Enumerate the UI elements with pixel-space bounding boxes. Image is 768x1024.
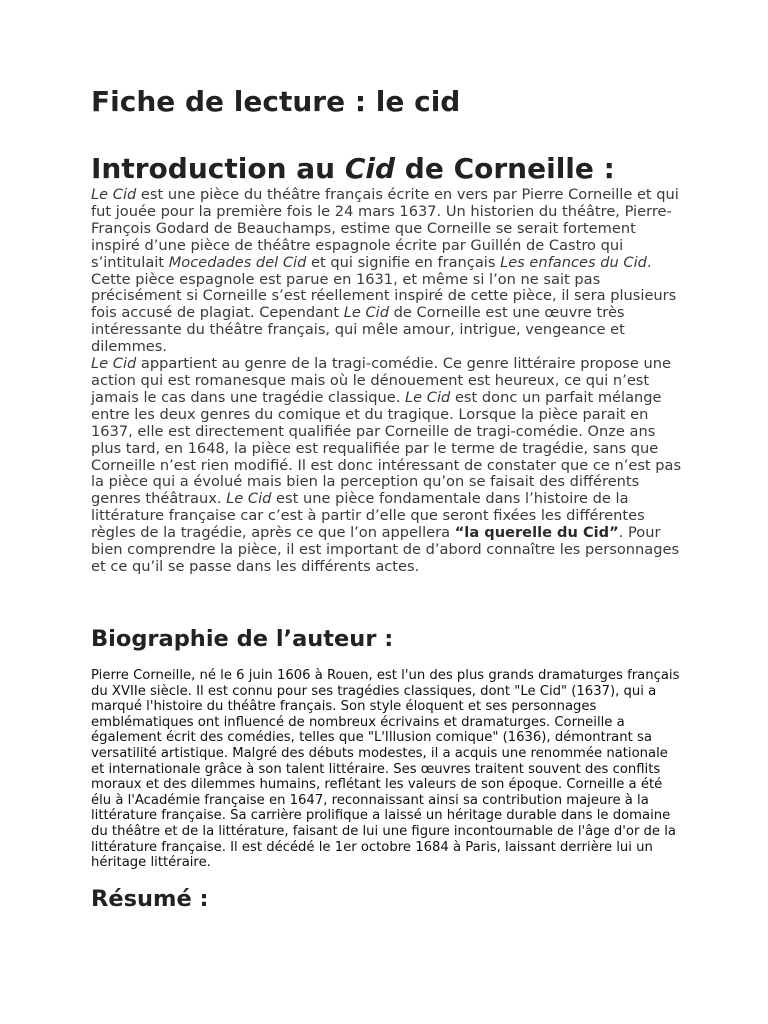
italic-title-text: Le Cid	[91, 355, 137, 373]
intro-heading-prefix: Introduction au	[91, 152, 345, 185]
document-title: Fiche de lecture : le cid	[91, 85, 461, 118]
italic-title-text: Le Cid	[91, 186, 137, 203]
biography-heading: Biographie de l’auteur :	[91, 626, 394, 652]
intro-heading-emphasis: Cid	[344, 152, 396, 185]
intro-paragraph-1: Le Cid est une pièce du théâtre français écrite en vers par Pierre Corneille et qui fut jouée pour la première fois le 24 mars 1637. Un historien du théâtre, Pierre-François Godard de Beauchamps, estime que Corneille se serait fortement inspiré d’une pièce de théâtre espagnole écrite par Guillén de Castro qui s’intitulait Mocedades del Cid et qui signifie en français Les enfances du Cid. Cette pièce espagnole est parue en 1631, et même si l’on ne sait pas précisément si Corneille s’est réellement inspiré de cette pièce, il sera plusieurs fois accusé de plagiat. Cependant Le Cid de Corneille est une œuvre très intéressante du théâtre français, qui mêle amour, intrigue, vengeance et dilemmes.	[91, 186, 679, 356]
italic-title-text: Le Cid	[405, 388, 451, 406]
bold-emphasis-text: “la querelle du Cid”	[454, 524, 619, 542]
italic-title-text: Le Cid	[343, 304, 389, 322]
italic-title-text: Les enfances du Cid	[500, 253, 647, 271]
intro-heading	[91, 151, 615, 187]
intro-paragraph-2: Le Cid appartient au genre de la tragi-comédie. Ce genre littéraire propose une action qui est romanesque mais où le dénouement est heureux, ce qui n’est jamais le cas dans une tragédie classique. Le Cid est donc un parfait mélange entre les deux genres du comique et du tragique. Lorsque la pièce parait en 1637, elle est directement qualifiée par Corneille de tragi-comédie. Onze ans plus tard, en 1648, la pièce est requalifiée par le terme de tragédie, sans que Corneille n’est rien modifié. Il est donc intéressant de constater que ce n’est pas la pièce qui a évolué mais bien la perception qu’on se faisait des différents genres théâtraux. Le Cid est une pièce fondamentale dans l’histoire de la littérature française car c’est à partir d’elle que seront fixées les différentes règles de la tragédie, après ce que l’on appellera “la querelle du Cid”. Pour bien comprendre la pièce, il est important de d’abord connaître les personnages et ce qu’il se passe dans les différents actes.	[91, 355, 682, 575]
summary-heading: Résumé :	[91, 886, 209, 912]
italic-title-text: Mocedades del Cid	[168, 253, 307, 271]
italic-title-text: Le Cid	[226, 490, 272, 508]
intro-heading-suffix: de Corneille :	[395, 152, 615, 185]
biography-paragraph: Pierre Corneille, né le 6 juin 1606 à Rouen, est l'un des plus grands dramaturges français du XVIIe siècle. Il est connu pour ses tragédies classiques, dont "Le Cid" (1637), qui a marqué l'histoire du théâtre français. Son style éloquent et ses personnages emblématiques ont influencé de nombreux écrivains et dramaturges. Corneille a également écrit des comédies, telles que "L'Illusion comique" (1636), démontrant sa versatilité artistique. Malgré des débuts modestes, il a acquis une renommée nationale et internationale grâce à son talent littéraire. Ses œuvres traitent souvent des conflits moraux et des dilemmes humains, reflétant les valeurs de son époque. Corneille a été élu à l'Académie française en 1647, reconnaissant ainsi sa contribution majeure à la littérature française. Sa carrière prolifique a laissé un héritage durable dans le domaine du théâtre et de la littérature, faisant de lui une figure incontournable de l'âge d'or de la littérature française. Il est décédé le 1er octobre 1684 à Paris, laissant derrière lui un héritage littéraire.	[91, 668, 680, 871]
intro-body	[91, 187, 683, 576]
